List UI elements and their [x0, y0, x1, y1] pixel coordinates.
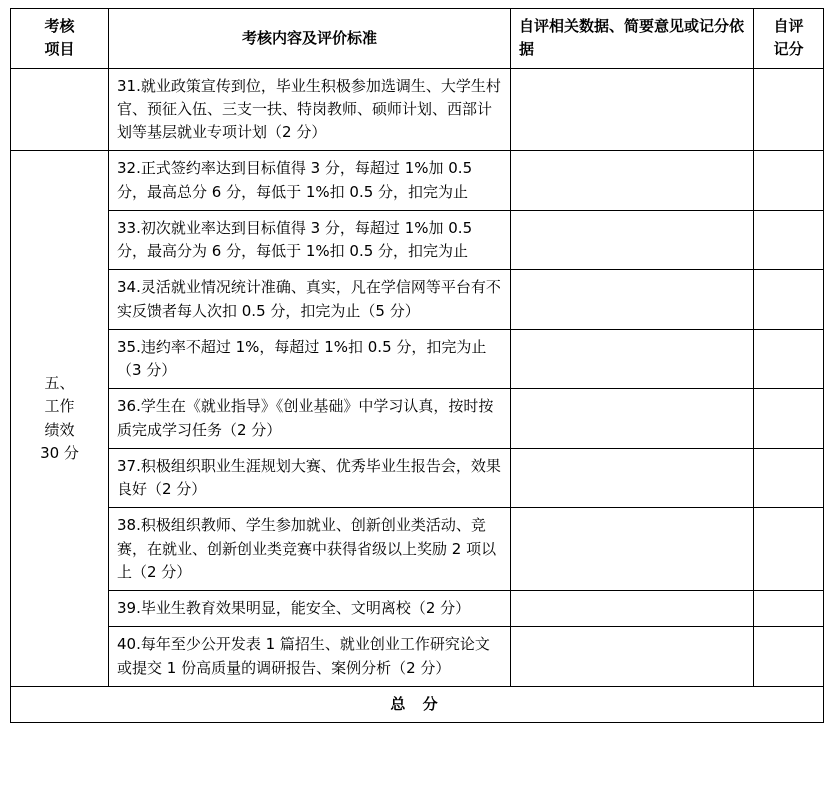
criteria-text-34: 34.灵活就业情况统计准确、真实，凡在学信网等平台有不实反馈者每人次扣 0.5 分，扣完为止（5 分） [109, 270, 511, 330]
table-row [11, 68, 824, 151]
self-note-40[interactable] [511, 627, 754, 687]
table-row [11, 591, 824, 627]
self-score-33[interactable] [754, 210, 824, 270]
group-label-work-performance [11, 151, 109, 687]
self-note-31[interactable] [511, 68, 754, 151]
table-row [11, 329, 824, 389]
self-score-39[interactable] [754, 591, 824, 627]
header-assessment-item [11, 9, 109, 69]
self-note-39[interactable] [511, 591, 754, 627]
total-label: 总 分 [11, 686, 824, 722]
criteria-text-32: 32.正式签约率达到目标值得 3 分，每超过 1%加 0.5 分，最高总分 6 分，每低于 1%扣 0.5 分，扣完为止 [109, 151, 511, 211]
group-cell-empty-top [11, 68, 109, 151]
table-row [11, 210, 824, 270]
self-note-38[interactable] [511, 508, 754, 591]
header-self-evaluation-basis: 自评相关数据、简要意见或记分依据 [511, 9, 754, 69]
table-row [11, 627, 824, 687]
self-score-34[interactable] [754, 270, 824, 330]
header-assessment-item-line2: 项目 [44, 40, 75, 59]
table-row [11, 151, 824, 211]
self-score-40[interactable] [754, 627, 824, 687]
total-row [11, 686, 824, 722]
self-note-33[interactable] [511, 210, 754, 270]
self-score-35[interactable] [754, 329, 824, 389]
table-row [11, 389, 824, 449]
criteria-text-36: 36.学生在《就业指导》《创业基础》中学习认真，按时按质完成学习任务（2 分） [109, 389, 511, 449]
self-score-36[interactable] [754, 389, 824, 449]
self-note-37[interactable] [511, 448, 754, 508]
group-label-line-4: 30 分 [40, 443, 79, 462]
header-self-score-line1: 自评 [773, 17, 804, 35]
criteria-text-40: 40.每年至少公开发表 1 篇招生、就业创业工作研究论文或提交 1 份高质量的调研报告、案例分析（2 分） [109, 627, 511, 687]
self-score-38[interactable] [754, 508, 824, 591]
header-self-score-line2: 记分 [773, 40, 804, 59]
self-score-31[interactable] [754, 68, 824, 151]
self-score-32[interactable] [754, 151, 824, 211]
table-row [11, 448, 824, 508]
table-row [11, 508, 824, 591]
self-note-34[interactable] [511, 270, 754, 330]
header-assessment-content: 考核内容及评价标准 [109, 9, 511, 69]
criteria-text-35: 35.违约率不超过 1%，每超过 1%扣 0.5 分，扣完为止（3 分） [109, 329, 511, 389]
self-note-32[interactable] [511, 151, 754, 211]
group-label-line-2: 工作 [44, 397, 75, 416]
criteria-text-38: 38.积极组织教师、学生参加就业、创新创业类活动、竞赛，在就业、创新创业类竞赛中获得省级以上奖励 2 项以上（2 分） [109, 508, 511, 591]
group-label-line-1: 五、 [44, 374, 75, 392]
self-note-36[interactable] [511, 389, 754, 449]
self-note-35[interactable] [511, 329, 754, 389]
header-self-score [754, 9, 824, 69]
table-row [11, 270, 824, 330]
criteria-text-33: 33.初次就业率达到目标值得 3 分，每超过 1%加 0.5 分，最高分为 6 分，每低于 1%扣 0.5 分，扣完为止 [109, 210, 511, 270]
table-header-row [11, 9, 824, 69]
header-assessment-item-line1: 考核 [44, 17, 75, 35]
criteria-text-39: 39.毕业生教育效果明显，能安全、文明离校（2 分） [109, 591, 511, 627]
criteria-text-31: 31.就业政策宣传到位，毕业生积极参加选调生、大学生村官、预征入伍、三支一扶、特岗教师、硕师计划、西部计划等基层就业专项计划（2 分） [109, 68, 511, 151]
group-label-line-3: 绩效 [44, 420, 75, 439]
assessment-table [10, 8, 824, 723]
criteria-text-37: 37.积极组织职业生涯规划大赛、优秀毕业生报告会，效果良好（2 分） [109, 448, 511, 508]
self-score-37[interactable] [754, 448, 824, 508]
